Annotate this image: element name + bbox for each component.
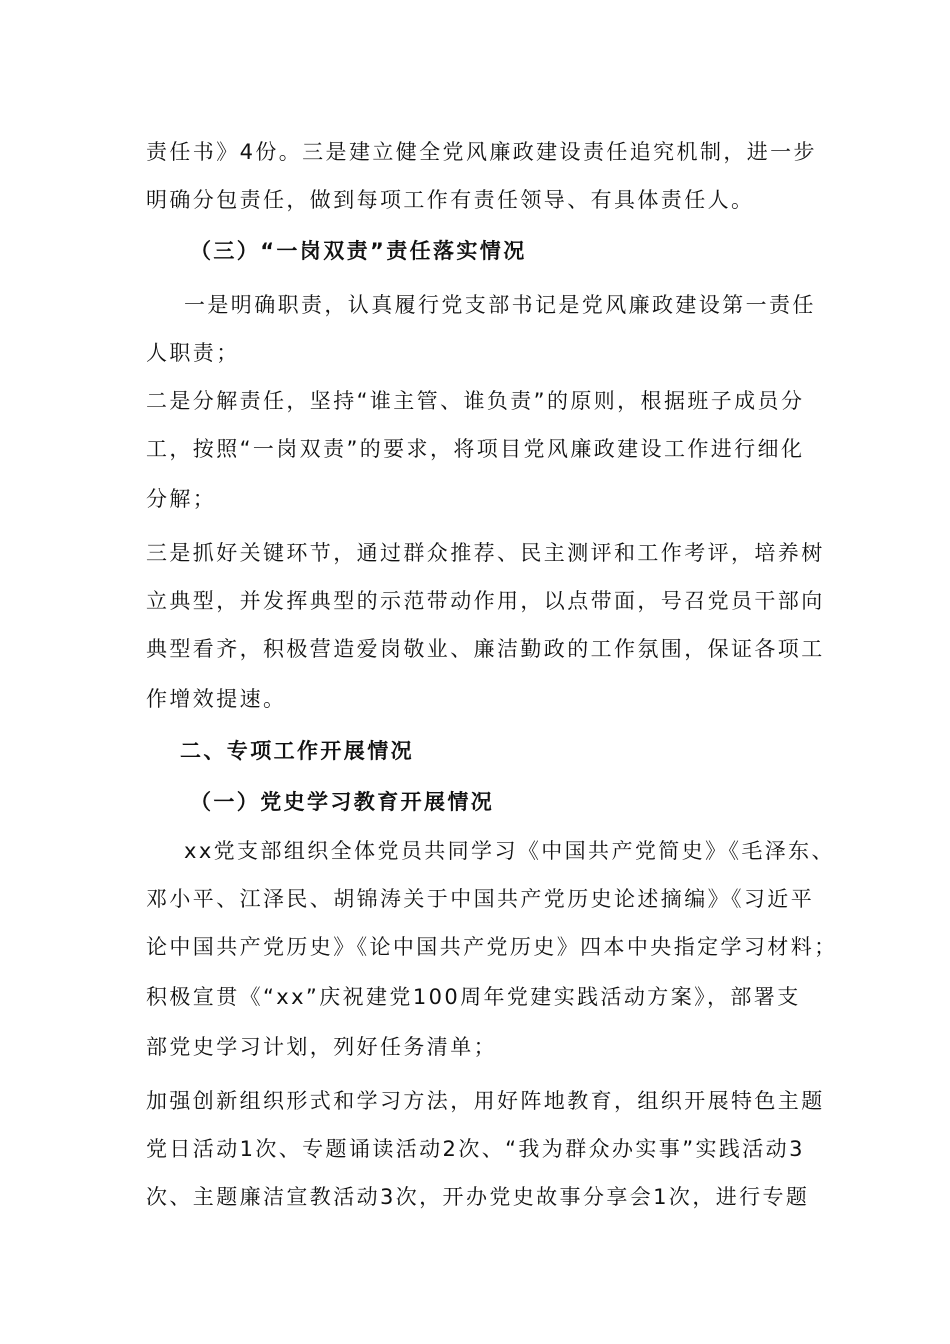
paragraph-line: 加强创新组织形式和学习方法，用好阵地教育，组织开展特色主题 xyxy=(146,1089,825,1113)
paragraph-line: 部党史学习计划，列好任务清单； xyxy=(146,1035,497,1059)
section-heading-2: 二、专项工作开展情况 xyxy=(180,739,414,763)
section-heading-3: （三）“一岗双责”责任落实情况 xyxy=(190,239,527,263)
paragraph-line: 三是抓好关键环节，通过群众推荐、民主测评和工作考评，培养树 xyxy=(146,541,825,565)
paragraph-line: 二是分解责任，坚持“谁主管、谁负责”的原则，根据班子成员分 xyxy=(146,389,805,413)
section-heading-1: （一）党史学习教育开展情况 xyxy=(190,790,495,814)
paragraph-line: 积极宣贯《“xx”庆祝建党100周年党建实践活动方案》，部署支 xyxy=(146,985,801,1009)
paragraph-line: 工，按照“一岗双责”的要求，将项目党风廉政建设工作进行细化 xyxy=(146,437,805,461)
paragraph-line: 作增效提速。 xyxy=(146,687,287,711)
paragraph-line: 邓小平、江泽民、胡锦涛关于中国共产党历史论述摘编》《习近平 xyxy=(146,887,815,911)
paragraph-line: 党日活动1次、专题诵读活动2次、“我为群众办实事”实践活动3 xyxy=(146,1137,805,1161)
paragraph-line: 责任书》4份。三是建立健全党风廉政建设责任追究机制，进一步 xyxy=(146,140,817,164)
paragraph-line: 次、主题廉洁宣教活动3次，开办党史故事分享会1次，进行专题 xyxy=(146,1185,810,1209)
paragraph-line: 一是明确职责，认真履行党支部书记是党风廉政建设第一责任 xyxy=(184,293,816,317)
paragraph-line: 明确分包责任，做到每项工作有责任领导、有具体责任人。 xyxy=(146,188,755,212)
paragraph-line: 典型看齐，积极营造爱岗敬业、廉洁勤政的工作氛围，保证各项工 xyxy=(146,637,825,661)
paragraph-line: 人职责； xyxy=(146,341,240,365)
paragraph-line: 论中国共产党历史》《论中国共产党历史》四本中央指定学习材料； xyxy=(146,935,838,959)
paragraph-line: 立典型，并发挥典型的示范带动作用，以点带面，号召党员干部向 xyxy=(146,589,825,613)
paragraph-line: xx党支部组织全体党员共同学习《中国共产党简史》《毛泽东、 xyxy=(184,839,835,863)
paragraph-line: 分解； xyxy=(146,487,217,511)
